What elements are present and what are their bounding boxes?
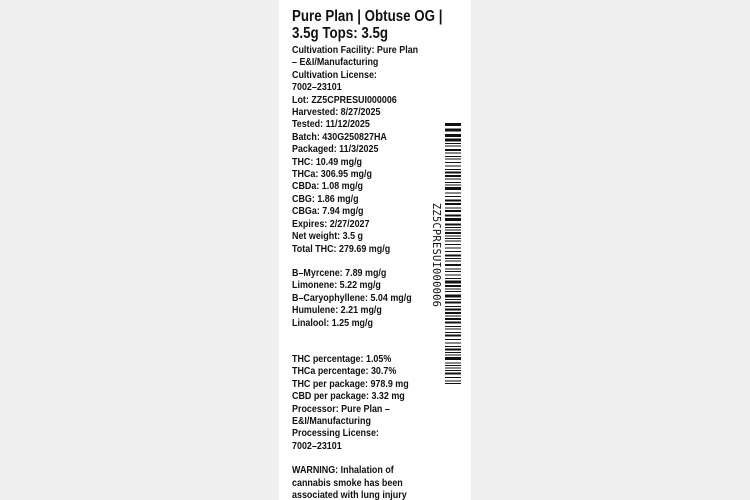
barcode-bar	[445, 332, 461, 333]
barcode-bar	[445, 373, 461, 375]
barcode-bar	[445, 203, 461, 205]
label-line: Processing License:	[292, 428, 379, 440]
barcode-bar	[445, 208, 461, 209]
barcode-bar	[445, 182, 461, 183]
label-line: CBDa: 1.08 mg/g	[292, 181, 364, 193]
label-line: THC: 10.49 mg/g	[292, 156, 363, 168]
warning-section	[292, 465, 467, 500]
barcode-bar	[445, 329, 461, 330]
barcode-bar	[445, 149, 461, 151]
barcode-bar	[445, 143, 461, 144]
label-line: 7002–23101	[292, 440, 342, 452]
barcode-bar	[445, 244, 461, 245]
barcode-number	[431, 195, 441, 315]
barcode-bar	[445, 162, 461, 163]
product-title	[292, 8, 443, 42]
barcode-bar	[445, 187, 461, 190]
barcode-bar	[445, 230, 461, 231]
barcode-bar	[445, 258, 461, 259]
barcode-bar	[445, 169, 461, 170]
label-line: B–Caryophyllene: 5.04 mg/g	[292, 292, 412, 304]
barcode-bar	[445, 264, 461, 266]
label-line: Lot: ZZ5CPRESUI000006	[292, 94, 397, 106]
product-label	[279, 0, 471, 500]
barcode-bar	[445, 146, 461, 147]
barcode-bar	[445, 227, 461, 228]
barcode-bar	[445, 339, 461, 340]
label-line: THC per package: 978.9 mg	[292, 378, 409, 390]
label-line: WARNING: Inhalation of	[292, 465, 394, 477]
label-line: Net weight: 3.5 g	[292, 231, 364, 243]
barcode-bar	[445, 224, 461, 226]
barcode-bar	[445, 255, 461, 257]
barcode-bar	[445, 357, 461, 360]
barcode-bar	[445, 232, 461, 234]
barcode-bar	[445, 316, 461, 317]
barcode-bar	[445, 261, 461, 262]
label-line: Humulene: 2.21 mg/g	[292, 305, 382, 317]
barcode-bar	[445, 166, 461, 167]
barcode-bar	[445, 129, 461, 132]
barcode-bar	[445, 193, 461, 194]
barcode-bar	[445, 218, 461, 221]
barcode-bar	[445, 349, 461, 351]
label-line: Cultivation Facility: Pure Plan	[292, 45, 419, 56]
barcode-bar	[445, 370, 461, 371]
label-line: associated with lung injury	[292, 490, 407, 500]
barcode-bar	[445, 153, 461, 154]
label-line: Linalool: 1.25 mg/g	[292, 317, 373, 329]
label-line: Packaged: 11/3/2025	[292, 144, 379, 156]
barcode-bar	[445, 248, 461, 249]
barcode-bar	[445, 251, 461, 252]
label-line: – E&I/Manufacturing	[292, 57, 379, 69]
barcode-bar	[445, 241, 461, 242]
barcode-bar	[445, 306, 461, 307]
barcode-bar	[445, 172, 461, 174]
label-line: Expires: 2/27/2027	[292, 218, 370, 230]
label-line: 7002–23101	[292, 82, 342, 94]
barcode-bar	[445, 275, 461, 276]
barcode-bar	[445, 123, 461, 126]
barcode-bar	[445, 196, 461, 197]
barcode-bar	[445, 295, 461, 298]
barcode-bar	[445, 363, 461, 364]
barcode-bar	[445, 271, 461, 272]
title-line: 3.5g Tops: 3.5g	[292, 25, 389, 42]
barcode-bar	[445, 326, 461, 327]
barcode-bar	[445, 318, 461, 320]
label-line: Limonene: 5.22 mg/g	[292, 280, 381, 292]
barcode-bar	[445, 175, 461, 177]
barcode-number-text: ZZ5CPRESUI000006	[430, 202, 442, 308]
barcode-bar	[445, 289, 461, 290]
label-line: B–Myrcene: 7.89 mg/g	[292, 267, 387, 279]
label-line: Harvested: 8/27/2025	[292, 107, 381, 119]
barcode-bar	[445, 281, 461, 284]
barcode-bar	[445, 299, 461, 300]
barcode-bar	[445, 322, 461, 324]
barcode-bar	[445, 179, 461, 180]
label-line: CBD per package: 3.32 mg	[292, 391, 405, 403]
barcode-bar	[445, 236, 461, 237]
label-line: CBG: 1.86 mg/g	[292, 193, 359, 205]
barcode-bar	[445, 200, 461, 202]
barcode-bar	[445, 312, 461, 314]
barcode-bar	[445, 302, 461, 304]
barcode-bar	[445, 368, 461, 369]
barcode-bar	[445, 215, 461, 217]
barcode	[445, 123, 461, 385]
potency-section	[292, 354, 467, 453]
barcode-bar	[445, 309, 461, 311]
label-line: Processor: Pure Plan –	[292, 403, 390, 415]
barcode-bar	[445, 185, 461, 186]
barcode-bar	[445, 383, 461, 384]
barcode-bar	[445, 210, 461, 212]
barcode-bar	[445, 352, 461, 353]
label-line: E&I/Manufacturing	[292, 415, 371, 427]
label-line: THC percentage: 1.05%	[292, 353, 392, 365]
label-line: CBGa: 7.94 mg/g	[292, 206, 364, 218]
barcode-bar	[445, 269, 461, 270]
barcode-bar	[445, 156, 461, 157]
barcode-bar	[445, 343, 461, 344]
barcode-bar	[445, 381, 461, 382]
barcode-bar	[445, 335, 461, 337]
label-line: Cultivation License:	[292, 69, 377, 81]
label-line: Total THC: 279.69 mg/g	[292, 243, 391, 255]
barcode-bar	[445, 365, 461, 366]
barcode-bar	[445, 134, 461, 137]
label-line: cannabis smoke has been	[292, 477, 403, 489]
barcode-bar	[445, 139, 461, 142]
title-line: Pure Plan | Obtuse OG |	[292, 8, 443, 25]
barcode-bar	[445, 377, 461, 378]
barcode-bar	[445, 346, 461, 347]
label-line: Tested: 11/12/2025	[292, 119, 370, 131]
barcode-bar	[445, 238, 461, 239]
label-line: THCa: 306.95 mg/g	[292, 169, 372, 181]
barcode-bar	[445, 285, 461, 287]
barcode-bar	[445, 355, 461, 356]
label-line: THCa percentage: 30.7%	[292, 366, 397, 378]
barcode-bar	[445, 291, 461, 292]
label-line: Batch: 430G250827HA	[292, 131, 387, 143]
barcode-bar	[445, 278, 461, 279]
barcode-bar	[445, 159, 461, 160]
